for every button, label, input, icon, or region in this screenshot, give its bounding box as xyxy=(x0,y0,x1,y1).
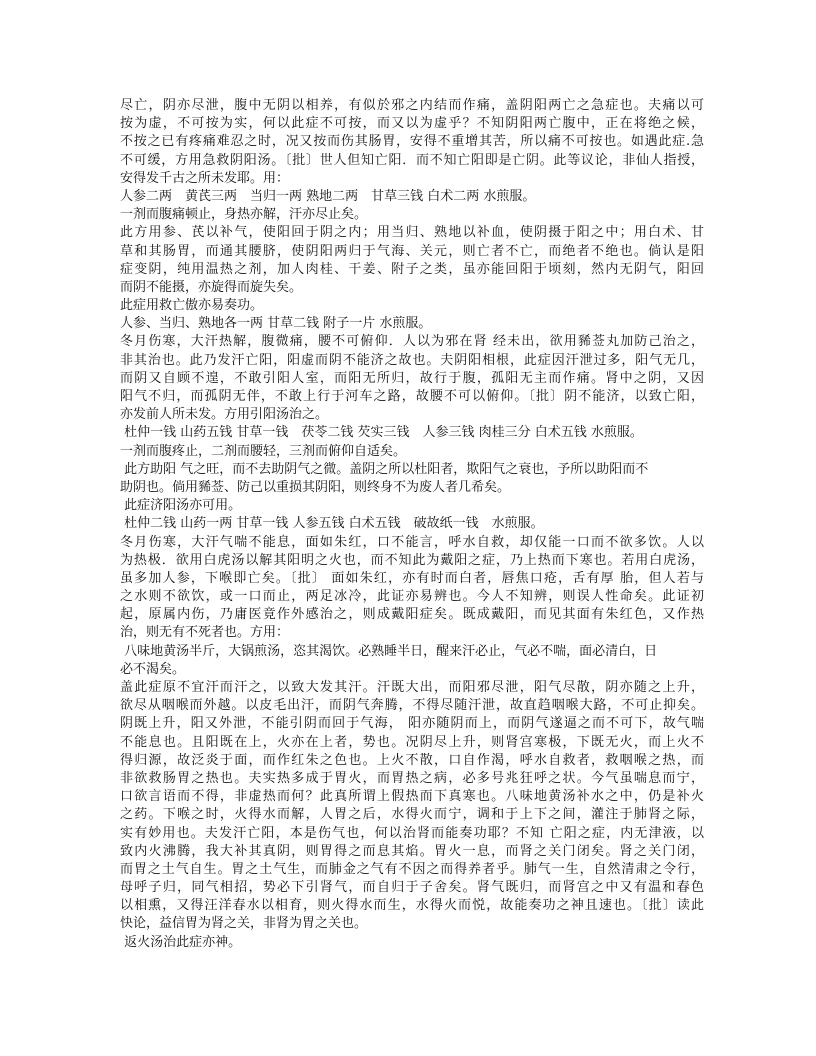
text-line: 尽亡，阴亦尽泄，腹中无阴以相养，有似於邪之内结而作痛，盖阴阳两亡之急症也。夫痛以可 xyxy=(120,98,704,113)
prescription-line: 人参二两 黄芪三两 当归一两 熟地二两 甘草三钱 白术二两 水煎服。 xyxy=(120,188,536,204)
text-line: 而阴又自顾不遑，不敢引阳人室，而阳无所归，故行于腹，孤阳无主而作痛。肾中之阴，又因 xyxy=(120,370,704,386)
text-line: 亦发前人所未发。方用引阳汤治之。 xyxy=(120,407,329,423)
text-line: 按为虚，不可按为实，何以此症不可按，而又以为虚乎？不知阴阳两亡腹中，正在将绝之候， xyxy=(120,116,704,132)
text-line: 助阴也。倘用豨莶、防己以重损其阴阳，则终身不为废人者几希矣。 xyxy=(120,479,511,495)
text-line: 一剂而腹疼止，二剂而腰轻，三剂而俯仰自适矣。 xyxy=(120,443,407,459)
text-line: 虽多加人参，下喉即亡矣。〔批〕 面如朱红，亦有时而白者，唇焦口疮，舌有厚 胎，但人若与 xyxy=(120,570,704,586)
text-line: 阳气不归，而孤阴无伴，不敢上行于河车之路，故腰不可以俯仰。〔批〕阴不能济，以致亡阳， xyxy=(120,389,704,404)
text-line: 非欲救肠胃之热也。夫实热多成于胃火，而胃热之病，必多号兆狂呼之状。今气虽喘息而宁， xyxy=(120,770,704,786)
text-line: 不可缓，方用急救阴阳汤。〔批〕世人但知亡阳．而不知亡阳即是亡阴。此等议论，非仙人指授， xyxy=(120,152,704,168)
prescription-line: 人参、当归、熟地各一两 甘草二钱 附子一片 水煎服。 xyxy=(120,316,432,332)
text-line: 阴既上升，阳又外泄，不能引阴而回于气海， 阳亦随阴而上，而阴气遂逼之而不可下，故气喘 xyxy=(120,716,704,732)
text-line: 症变阴，纯用温热之剂，加人肉桂、干姜、附子之类，虽亦能回阳于顷刻，然内无阴气，阳回 xyxy=(120,261,704,277)
text-line: 冬月伤寒，大汗热解，腹微痛，腰不可俯仰．人以为邪在肾 经未出，欲用豨莶丸加防己治之， xyxy=(120,334,704,350)
document-page xyxy=(120,97,704,952)
text-line: 安得发千古之所未发耶。用： xyxy=(120,170,290,186)
text-line: 之药。下喉之时，火得水而解，人胃之后，水得火而宁，调和于上下之间，灌注于肺肾之际， xyxy=(120,807,704,823)
text-line: 致内火沸腾，我大补其真阴，则胃得之而息其焰。胃火一息，而肾之关门闭矣。肾之关门闭， xyxy=(120,843,704,859)
text-line: 治，则无有不死者也。方用： xyxy=(120,625,290,641)
text-line: 此方助阳 气之旺，而不去助阴气之微。盖阴之所以杜阳者，欺阳气之衰也，予所以助阳而不 xyxy=(120,461,649,477)
text-line: 而胃之土气自生。胃之土气生，而肺金之气有不因之而得养者乎。肺气一生，自然清肃之令行， xyxy=(120,861,704,877)
text-line: 而阴不能摄，亦旋得而旋失矣。 xyxy=(120,279,303,295)
text-line: 冬月伤寒，大汗气喘不能息，面如朱红，口不能言，呼水自救，却仅能一口而不欲多饮。人以 xyxy=(120,534,704,550)
text-line: 此症用救亡傲亦易奏功。 xyxy=(120,298,264,314)
text-line: 快论，益信胃为肾之关，非肾为胃之关也。 xyxy=(120,916,368,932)
text-line: 得归源，故泛炎于面，而作红朱之色也。上火不散，口自作渴，呼水自救者，救咽喉之热，而 xyxy=(120,752,704,768)
text-line: 八味地黄汤半斤，大锅煎汤，恣其渴饮。必熟睡半日，醒来汗必止，气必不喘，面必清白，日 xyxy=(120,643,658,659)
text-line: 实有妙用也。夫发汗亡阳，本是伤气也，何以治肾而能奏功耶？不知 亡阳之症，内无津液，以 xyxy=(120,825,704,841)
text-line: 草和其肠胃，而通其腰脐，使阴阳两归于气海、关元，则亡者不亡，而绝者不绝也。倘认是阳 xyxy=(120,243,704,259)
text-line: 一剂而腹痛顿止，身热亦解，汗亦尽止矣。 xyxy=(120,207,368,223)
text-line: 为热极．欲用白虎汤以解其阳明之火也，而不知此为戴阳之症，乃上热而下寒也。若用白虎汤， xyxy=(120,552,704,568)
text-line: 口欲言语而不得，非虚热而何？此真所谓上假热而下真寒也。八味地黄汤补水之中，仍是补火 xyxy=(120,789,704,805)
text-line: 返火汤治此症亦神。 xyxy=(120,934,242,950)
text-line: 不按之已有疼痛难忍之时，况又按而伤其肠胃，安得不重增其苦，所以痛不可按也。如遇此症.急 xyxy=(120,134,704,150)
text-line: 此症济阳汤亦可用。 xyxy=(120,498,242,514)
prescription-line: 杜仲一钱 山药五钱 甘草一钱 茯苓二钱 芡实三钱 人参三钱 肉桂三分 白术五钱 水煎服。 xyxy=(120,425,643,441)
text-line: 此方用参、芪以补气，使阳回于阴之内；用当归、熟地以补血，使阴摄于阳之中；用白术、甘 xyxy=(120,225,704,241)
text-line: 盖此症原不宜汗而汗之，以致大发其汗。汗既大出，而阳邪尽泄，阳气尽散，阴亦随之上升， xyxy=(120,680,704,695)
text-line: 欲尽从咽喉而外越。以皮毛出汗，而阴气奔腾，不得尽随汗泄，故直趋咽喉大路，不可止抑矣。 xyxy=(120,698,704,714)
text-line: 必不渴矣。 xyxy=(120,661,186,677)
text-line: 母呼子归，同气相招，势必下引肾气，而自归于子舍矣。肾气既归，而肾宫之中又有温和春色 xyxy=(120,880,704,896)
text-line: 非其治也。此乃发汗亡阳，阳虚而阴不能济之故也。夫阴阳相根，此症因汗泄过多，阳气无几， xyxy=(120,352,704,368)
text-line: 不能息也。且阳既在上，火亦在上者，势也。况阴尽上升，则肾宫寒极，下既无火，而上火不 xyxy=(120,734,704,750)
text-line: 以相熏，又得汪洋春水以相育，则火得水而生，水得火而悦，故能奏功之神且速也。〔批〕读此 xyxy=(120,898,704,914)
prescription-line: 杜仲二钱 山药一两 甘草一钱 人参五钱 白术五钱 破故纸一钱 水煎服。 xyxy=(120,516,544,532)
text-line: 之水则不欲饮，或一口而止，两足冰冷，此证亦易辨也。今人不知辨，则误人性命矣。此证初 xyxy=(120,589,704,605)
text-line: 起，原属内伤，乃庸医竟作外感治之，则成戴阳症矣。既成戴阳，而见其面有朱红色，又作热 xyxy=(120,607,704,623)
